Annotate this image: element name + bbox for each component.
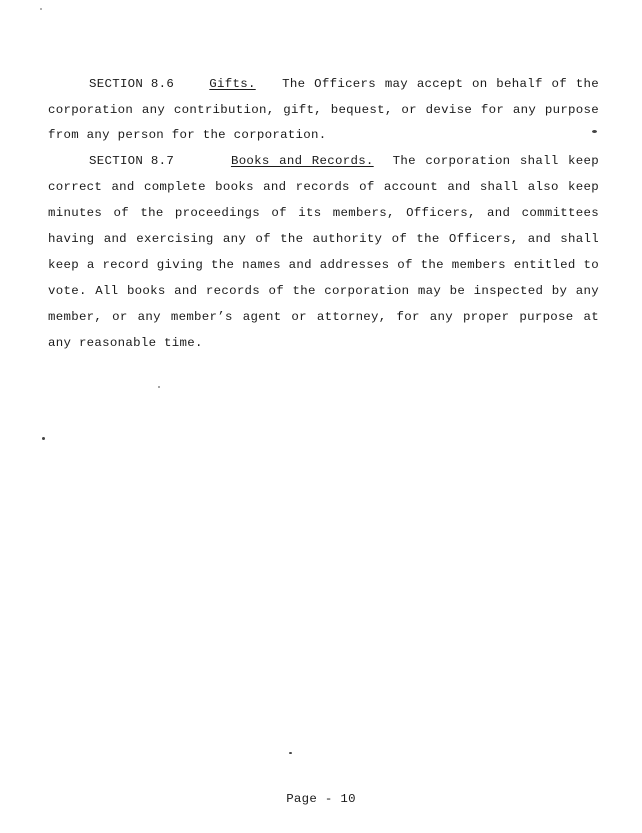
scan-speck [592,130,597,133]
section-8-6-line-1: The Officers may accept on behalf of the [282,77,599,91]
section-8-7-title: Books and Records. [230,154,374,168]
section-8-7-heading-line [89,152,599,170]
section-8-7-line-7: member, or any member’s agent or attorney, for any proper purpose at [48,310,599,324]
scan-speck [158,386,160,388]
section-8-6-line-2: corporation any contribution, gift, bequest, or devise for any purpose [48,103,599,117]
section-8-6-title: Gifts. [209,77,256,91]
scan-speck [40,8,42,10]
section-8-6-heading-line [89,75,599,93]
section-8-6-number: SECTION 8.6 [89,77,175,91]
scan-speck [42,437,45,440]
section-8-7-line-3: minutes of the proceedings of its members, Officers, and committees [48,206,599,220]
section-8-7-line-2: correct and complete books and records of account and shall also keep [48,180,599,194]
section-8-7-line-4: having and exercising any of the authority of the Officers, and shall [48,232,599,246]
section-8-6-line-3: from any person for the corporation. [48,128,327,142]
section-8-7-line-5: keep a record giving the names and addresses of the members entitled to [48,258,599,272]
scan-speck [289,752,292,754]
section-8-7-line-1: The corporation shall keep [392,154,599,168]
section-8-7-number: SECTION 8.7 [89,154,175,168]
section-8-7-line-8: any reasonable time. [48,336,203,350]
page-number: Page - 10 [286,792,356,806]
section-8-7-line-6: vote. All books and records of the corporation may be inspected by any [48,284,599,298]
